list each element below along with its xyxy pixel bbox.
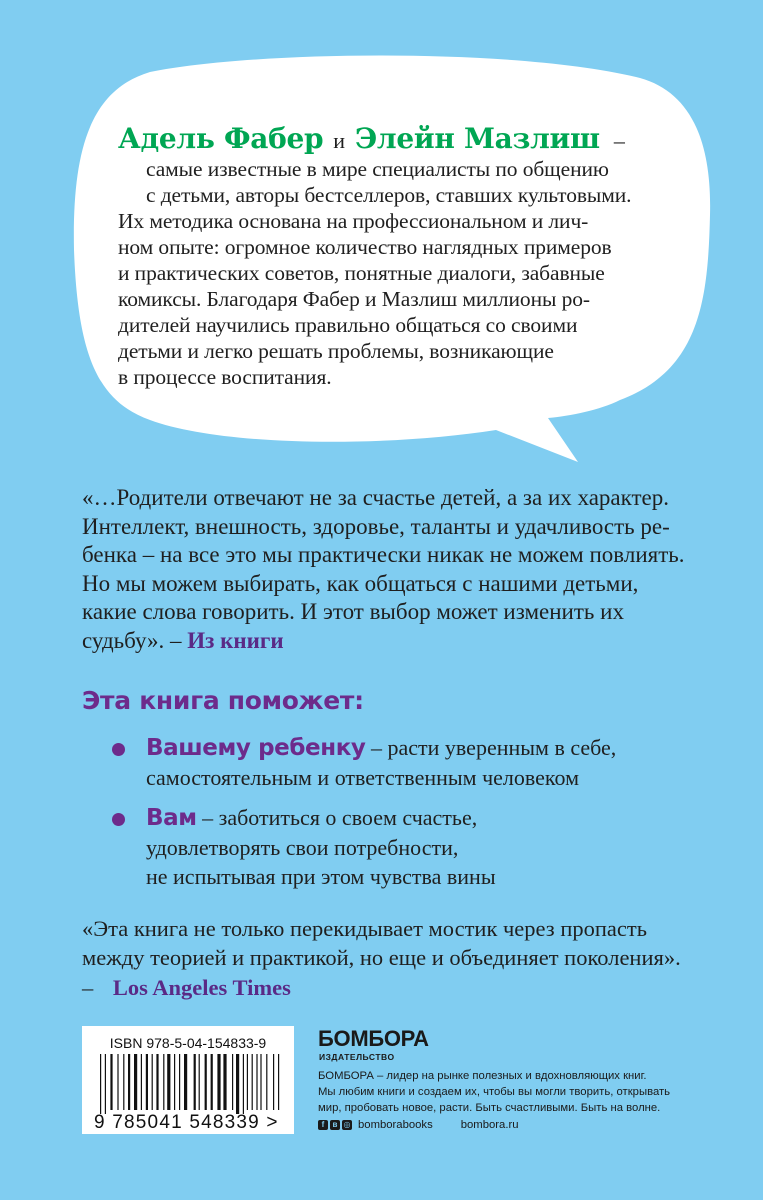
press-source: Los Angeles Times bbox=[112, 975, 291, 1000]
barcode-bar bbox=[100, 1054, 101, 1114]
barcode-bar bbox=[163, 1054, 164, 1110]
benefit-text: – расти уверенным в себе, bbox=[365, 735, 617, 760]
barcode-bar bbox=[243, 1054, 244, 1114]
quote-last-line bbox=[82, 627, 688, 656]
quote-line: «…Родители отвечают не за счастье детей, а за их характер. bbox=[82, 485, 670, 510]
quote-line: Интеллект, внешность, здоровье, таланты и удачливость ре- bbox=[82, 513, 670, 539]
description-line: дителей научились правильно общаться со своими bbox=[118, 313, 578, 337]
author-description-cont bbox=[118, 208, 658, 390]
bullet-dot-icon bbox=[112, 743, 125, 756]
barcode-bar bbox=[152, 1054, 153, 1110]
barcode-bar bbox=[174, 1054, 175, 1110]
barcode-bar bbox=[266, 1054, 267, 1110]
barcode-bar bbox=[217, 1054, 220, 1110]
instagram-icon[interactable]: ◎ bbox=[343, 1120, 351, 1129]
barcode-bar bbox=[184, 1054, 187, 1110]
barcode-bar bbox=[278, 1054, 279, 1110]
benefit-item bbox=[114, 803, 496, 891]
barcode-bar bbox=[232, 1054, 233, 1110]
website-link[interactable]: bombora.ru bbox=[460, 1119, 519, 1131]
authors-line bbox=[118, 122, 658, 155]
benefit-text: – заботиться о своем счастье, bbox=[196, 805, 478, 830]
description-line: комиксы. Благодаря Фабер и Мазлиш миллионы ро- bbox=[118, 287, 590, 311]
press-quote bbox=[82, 915, 688, 1003]
dash: – bbox=[82, 975, 94, 1000]
press-quote-line: между теорией и практикой, но еще и объединяет поколения». bbox=[82, 944, 681, 970]
barcode-bar bbox=[156, 1054, 158, 1110]
description-line: детьми и легко решать проблемы, возникающие bbox=[118, 339, 554, 363]
dash: – bbox=[613, 128, 625, 153]
barcode-bar bbox=[256, 1054, 257, 1110]
press-quote-line: «Эта книга не только перекидывает мостик через пропасть bbox=[82, 916, 647, 941]
barcode-bar bbox=[117, 1054, 118, 1110]
publisher-description-line: БОМБОРА – лидер на рынке полезных и вдохновляющих книг. bbox=[318, 1070, 647, 1082]
barcode-bar bbox=[179, 1054, 180, 1110]
quote-line: судьбу». – bbox=[82, 627, 182, 653]
benefit-text: самостоятельным и ответственным человеком bbox=[146, 765, 579, 790]
description-line: с детьми, авторы бестселлеров, ставших культовыми. bbox=[146, 183, 632, 207]
facebook-icon[interactable]: f bbox=[318, 1120, 328, 1130]
barcode-digits: 9 785041 548339 > bbox=[94, 1112, 279, 1133]
barcode-bar bbox=[199, 1054, 200, 1110]
benefit-key: Вашему ребенку bbox=[146, 735, 366, 761]
publisher-logo: БОМБОРА bbox=[318, 1026, 429, 1051]
vk-icon[interactable]: в bbox=[330, 1120, 340, 1130]
social-handle[interactable]: bomborabooks bbox=[358, 1119, 433, 1131]
barcode bbox=[82, 1026, 294, 1134]
barcode-bar bbox=[110, 1054, 112, 1110]
author-name-2: Элейн Мазлиш bbox=[354, 122, 600, 155]
barcode-bar bbox=[260, 1054, 261, 1110]
publisher-subtitle: ИЗДАТЕЛЬСТВО bbox=[319, 1052, 395, 1062]
publisher-description-line: Мы любим книги и создаем их, чтобы вы могли творить, открывать bbox=[318, 1086, 671, 1098]
benefit-text: удовлетворять свои потребности, bbox=[146, 835, 459, 860]
publisher-description-line: мир, пробовать новое, расти. Быть счастливыми. Быть на волне. bbox=[318, 1102, 661, 1114]
quote-line: Но мы можем выбирать, как общаться с нашими детьми, bbox=[82, 570, 639, 596]
description-line: Их методика основана на профессиональном и лич- bbox=[118, 209, 589, 233]
author-name-1: Адель Фабер bbox=[118, 122, 324, 155]
quote-source: Из книги bbox=[187, 627, 284, 653]
author-description bbox=[118, 156, 658, 208]
publisher-description bbox=[318, 1068, 678, 1116]
author-bio bbox=[118, 122, 658, 390]
benefit-text: не испытывая при этом чувства вины bbox=[146, 864, 496, 889]
quote-line: какие слова говорить. И этот выбор может изменить их bbox=[82, 599, 624, 624]
social-links bbox=[318, 1119, 519, 1131]
barcode-bar bbox=[211, 1054, 213, 1110]
barcode-bar bbox=[134, 1054, 137, 1110]
benefit-item bbox=[114, 733, 616, 792]
isbn-label: ISBN 978-5-04-154833-9 bbox=[109, 1035, 267, 1051]
barcode-bar bbox=[247, 1054, 248, 1110]
quote-line: бенка – на все это мы практически никак не можем повлиять. bbox=[82, 542, 685, 567]
barcode-bar bbox=[223, 1054, 226, 1110]
bullet-dot-icon bbox=[112, 813, 125, 826]
barcode-bar bbox=[167, 1054, 170, 1110]
barcode-bar bbox=[205, 1054, 207, 1110]
description-line: в процессе воспитания. bbox=[118, 365, 332, 389]
conjunction: и bbox=[333, 128, 345, 153]
barcode-bar bbox=[252, 1054, 253, 1110]
help-heading: Эта книга поможет: bbox=[82, 686, 364, 715]
barcode-bar bbox=[105, 1054, 106, 1114]
barcode-bar bbox=[128, 1054, 130, 1110]
benefit-key: Вам bbox=[146, 805, 197, 831]
barcode-bar bbox=[194, 1054, 196, 1110]
barcode-bar bbox=[141, 1054, 142, 1110]
barcode-bar bbox=[146, 1054, 148, 1110]
book-quote bbox=[82, 484, 688, 655]
barcode-bar bbox=[236, 1054, 239, 1114]
barcode-bar bbox=[123, 1054, 124, 1110]
barcode-bar bbox=[273, 1054, 274, 1110]
description-line: и практических советов, понятные диалоги, забавные bbox=[118, 261, 605, 285]
description-line: ном опыте: огромное количество наглядных примеров bbox=[118, 235, 612, 259]
description-line: самые известные в мире специалисты по общению bbox=[146, 157, 609, 181]
